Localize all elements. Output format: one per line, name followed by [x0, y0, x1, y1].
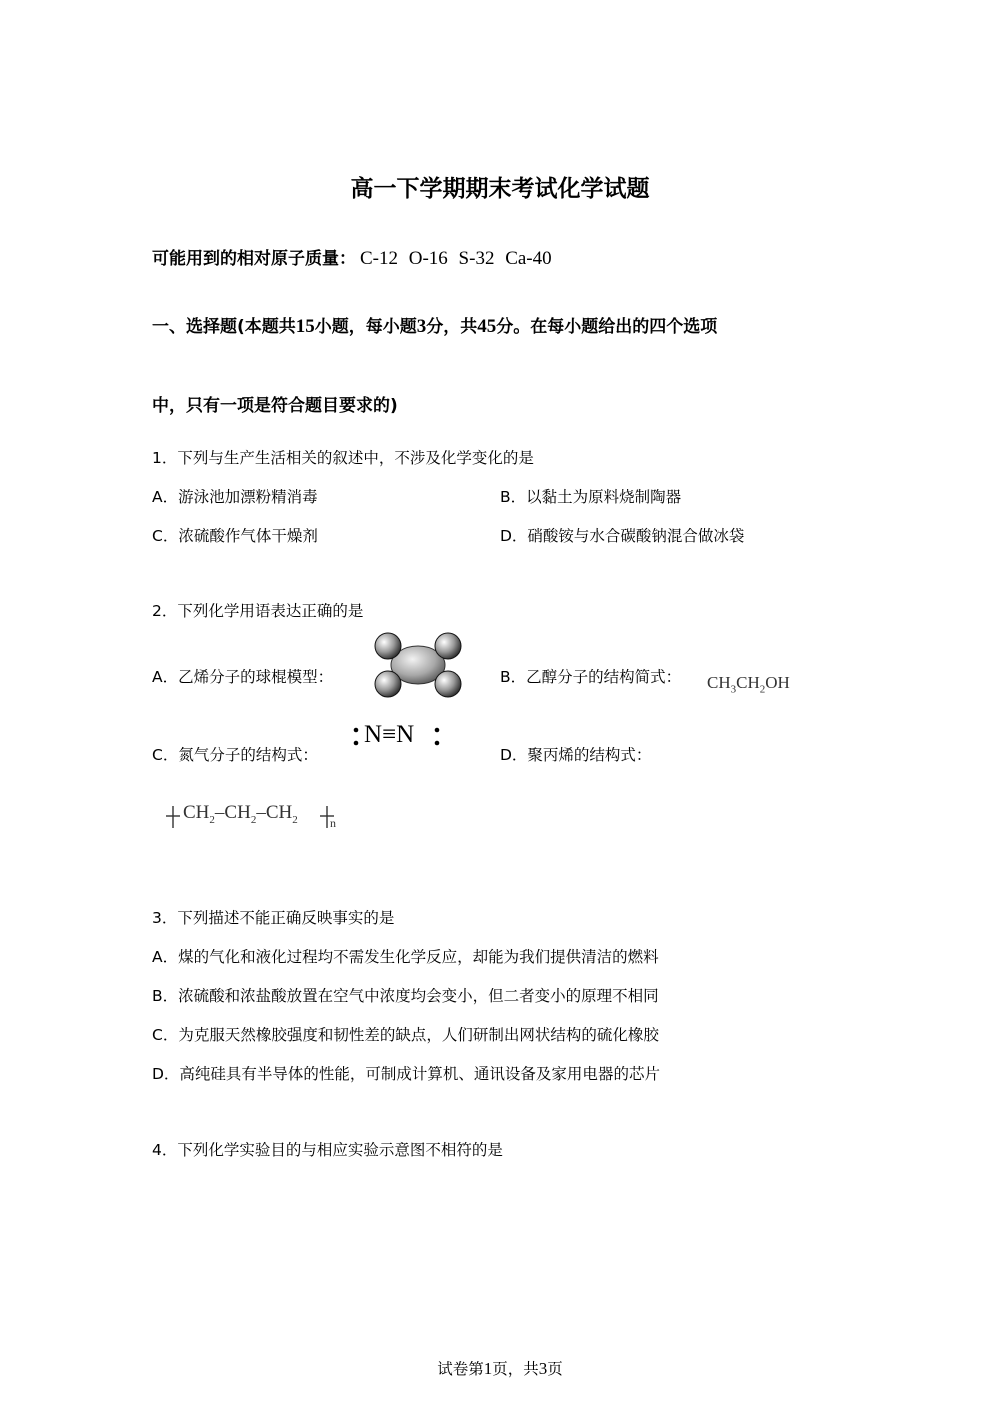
- question-3-option-d: D．高纯硅具有半导体的性能，可制成计算机、通讯设备及家用电器的芯片: [152, 1065, 660, 1083]
- formula-part: CH: [707, 673, 731, 692]
- question-3-stem: 3．下列描述不能正确反映事实的是: [152, 909, 395, 927]
- question-4-stem: 4．下列化学实验目的与相应实验示意图不相符的是: [152, 1141, 503, 1159]
- section-heading-line1: [152, 312, 717, 338]
- question-3-option-c: C．为克服天然橡胶强度和韧性差的缺点，人们研制出网状结构的硫化橡胶: [152, 1026, 659, 1044]
- question-3-option-b: B．浓硫酸和浓盐酸放置在空气中浓度均会变小，但二者变小的原理不相同: [152, 987, 659, 1005]
- ethylene-ball-stick-model: [370, 630, 466, 700]
- footer-text: 试卷第: [437, 1360, 484, 1378]
- question-1-option-c: C．浓硫酸作气体干燥剂: [152, 527, 318, 545]
- question-2-option-a: A．乙烯分子的球棍模型：: [152, 668, 334, 686]
- section-text: 分，共: [426, 317, 478, 337]
- question-3-option-a: A．煤的气化和液化过程均不需发生化学反应，却能为我们提供清洁的燃料: [152, 948, 659, 966]
- formula-subscript: 2: [250, 813, 257, 826]
- footer-text: 页: [547, 1360, 563, 1378]
- question-1-option-a: A．游泳池加漂粉精消毒: [152, 488, 318, 506]
- formula-subscript: 2: [292, 813, 298, 826]
- page-number: 1: [483, 1359, 493, 1378]
- formula-part: OH: [765, 673, 790, 692]
- formula-subscript: 2: [759, 683, 766, 696]
- question-1-stem: 1．下列与生产生活相关的叙述中，不涉及化学变化的是: [152, 449, 534, 467]
- question-2-option-c: C．氮气分子的结构式：: [152, 746, 318, 764]
- page-title: 高一下学期期末考试化学试题: [350, 176, 650, 202]
- ethanol-formula: [707, 673, 790, 695]
- points-each: 3: [416, 316, 427, 337]
- question-2-option-d: D．聚丙烯的结构式：: [500, 746, 652, 764]
- formula-subscript: 2: [209, 813, 215, 826]
- atomic-mass-values: C-12 O-16 S-32 Ca-40: [360, 248, 552, 269]
- formula-part: CH: [736, 673, 760, 692]
- formula-subscript: 3: [730, 683, 737, 696]
- question-2-stem: 2．下列化学用语表达正确的是: [152, 602, 364, 620]
- total-pages: 3: [538, 1359, 548, 1378]
- section-heading-line2: 中，只有一项是符合题目要求的): [152, 396, 398, 416]
- section-text: 分。在每小题给出的四个选项: [496, 317, 718, 337]
- formula-part: CH: [224, 802, 251, 823]
- question-1-option-d: D．硝酸铵与水合碳酸钠混合做冰袋: [500, 527, 745, 545]
- polymer-chain: $CH_2-CH_2-CH_2$: [183, 802, 298, 826]
- page-footer: [0, 1357, 1000, 1379]
- formula-part: CH: [265, 802, 293, 823]
- section-text: 一、选择题(本题共: [152, 317, 296, 337]
- question-2-option-b: B．乙醇分子的结构简式：: [500, 668, 682, 686]
- n2-formula-text: N≡N: [364, 721, 415, 748]
- formula-part: CH: [183, 802, 210, 823]
- points-total: 45: [477, 316, 497, 337]
- question-count: 15: [295, 316, 315, 337]
- question-1-option-b: B．以黏土为原料烧制陶器: [500, 488, 682, 506]
- polymer-subscript-n: n: [330, 816, 336, 830]
- atomic-mass-line: [152, 244, 552, 270]
- section-text: 小题，每小题: [314, 317, 417, 337]
- footer-text: 页，共: [492, 1360, 539, 1378]
- atomic-mass-label: 可能用到的相对原子质量：: [152, 249, 356, 269]
